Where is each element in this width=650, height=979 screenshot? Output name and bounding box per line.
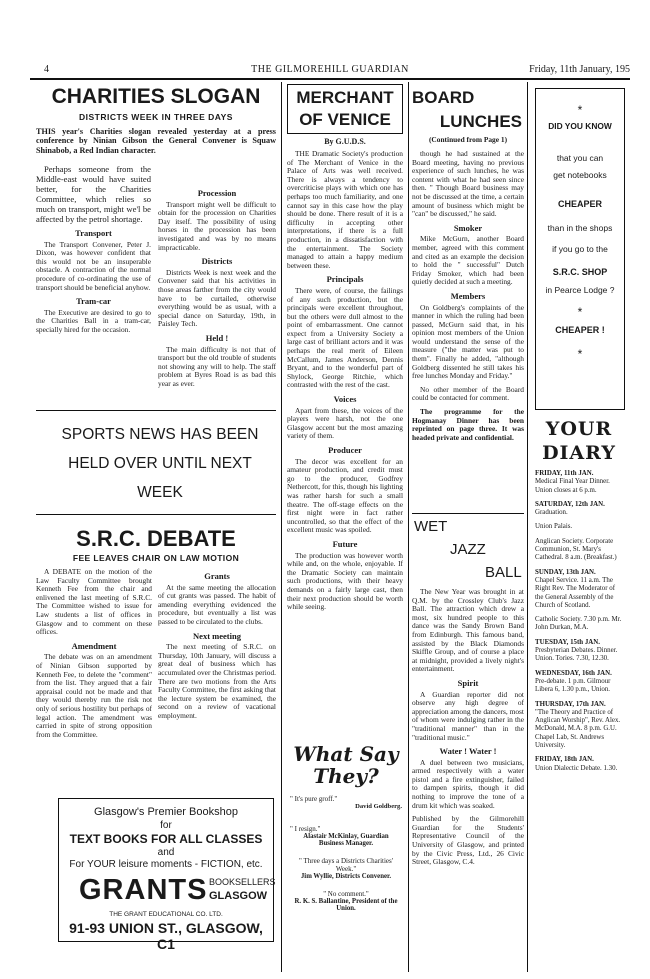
board-headline-1: BOARD: [412, 88, 475, 107]
quote-text: " I resign.": [290, 825, 321, 833]
diary-entry: "The Theory and Practice of Anglican Worship", Rev. Alex. McDonald, M.A. 8 p.m. G.U. Chapel Lab, St. Andrews University.: [535, 708, 621, 750]
star-ornament: *: [577, 305, 583, 319]
diary-entry: Graduation.: [535, 509, 568, 517]
spirit-subhead: Spirit: [457, 677, 479, 688]
masthead: [30, 62, 630, 78]
board-no-comment: No other member of the Board could be contacted for comment.: [412, 384, 524, 403]
members-body: On Goldberg's complaints of the manner in which the ruling had been passed, McGurn said that, in his opinion most members of the Union would understand the sense of the measure ("the matter was put to them". Finally he added, "although Goldberg dissented he still takes his free lunches Monday and Friday.": [412, 302, 524, 381]
advert-tagline: Glasgow's Premier Bookshop: [94, 806, 238, 818]
merchant-headline-1: MERCHANT: [296, 88, 394, 107]
quote-author: David Goldberg.: [355, 803, 402, 810]
debate-subhead: FEE LEAVES CHAIR ON LAW MOTION: [72, 553, 240, 563]
diary-day: SATURDAY, 12th JAN.: [535, 500, 605, 508]
paper-title: THE GILMOREHILL GUARDIAN: [251, 64, 409, 75]
advert-line: than in the shops: [547, 223, 613, 233]
board-headline-2: LUNCHES: [439, 112, 522, 131]
debate-column-left: [36, 568, 152, 768]
page-number: 4: [44, 64, 49, 75]
board-body: [412, 150, 524, 510]
board-paragraph: though he had sustained at the Board meeting, having no previous experience of such lunches, he was content with what he had seen since then. " Though Board business may not be discussed at the time, a certain amount of business which might be "can" be discussed," he said.: [412, 150, 524, 219]
smoker-body: Mike McGurn, another Board member, agreed with this comment and cited as an example the decision to hold the " successful" Dutch Friday Smoker, which had been quietly decided at such a meeting.: [412, 234, 524, 287]
grants-company: THE GRANT EDUCATIONAL CO. LTD.: [109, 911, 223, 918]
board-continued: (Continued from Page 1): [428, 135, 508, 144]
advert-title: DID YOU KNOW: [548, 121, 612, 131]
jazz-headline-jazz: JAZZ: [450, 541, 486, 558]
members-subhead: Members: [450, 290, 486, 301]
advert-for: for: [160, 820, 172, 831]
advert-cheaper: CHEAPER: [557, 199, 602, 209]
grants-booksellers: BOOKSELLERS: [209, 877, 276, 887]
water-subhead: Water ! Water !: [439, 746, 497, 757]
debate-headline: S.R.C. DEBATE: [76, 526, 236, 551]
future-body: The production was however worth while and, on the whole, enjoyable. If the Dramatic Society can maintain such productions, with their heavy demands on a fairly large cast, then their next production should be worth while seeing.: [287, 550, 403, 612]
quote-author: R. K. S. Ballantine, President of the Union.: [294, 898, 398, 912]
imprint: Published by the Gilmorehill Guardian for the Students' Representative Council of the University of Glasgow, and printed by the Civic Press, Ltd., 26 Civic Street, Glasgow, C.4.: [412, 814, 524, 867]
diary-entry: Presbyterian Debates. Dinner. Union. Tories. 7.30, 12.30.: [535, 647, 618, 663]
grants-body: At the same meeting the allocation of cut grants was passed. The habit of amending everything evidenced the procedure, but eventually a list was passed to be circulated to the clubs.: [158, 582, 276, 626]
diary-day: FRIDAY, 11th JAN.: [535, 470, 594, 477]
principals-subhead: Principals: [326, 274, 364, 285]
water-body: A duel between two musicians, armed respectively with a water pistol and a fire extinguisher, failed to dampen spirits, though it did nothing to improve the tone of a drum kit which was soaked.: [412, 757, 524, 810]
debate-lead: A DEBATE on the motion of the Law Faculty Committee brought Kenneth Fee from the chair and enlivened the last meeting of S.R.C. The Committee wished to issue for Law students a list of offices in Glasgow and to comment on these offices.: [36, 568, 152, 637]
diary-title-2: DIARY: [542, 442, 616, 464]
transport-subhead: Transport: [75, 228, 112, 238]
quote-author: Jim Wyllie, Districts Convener.: [300, 873, 392, 880]
jazz-lead: The New Year was brought in at Q.M. by the Crossley Club's Jazz Ball. The attraction which drew a most, six hundred people to this dance was the Sandy Brown Band from Edinburgh. This famous band, assisted by the Black Diamonds Skiffle Group, and of course a place at midnight, provided a lively night's entertainment.: [412, 588, 524, 674]
grants-subhead: Grants: [204, 571, 230, 581]
diary-entry: Union Dialectic Debate. 1.30.: [535, 764, 618, 772]
section-rule: [36, 410, 276, 411]
held-body: The main difficulty is not that of transport but the old trouble of students not showing any will to help. The staff problem at Byres Road is as bad this year as ever.: [158, 344, 276, 388]
diary-day: SUNDAY, 13th JAN.: [535, 568, 596, 576]
diary-day: THURSDAY, 17th JAN.: [535, 700, 606, 708]
grants-name: GRANTS: [79, 874, 208, 906]
advert-textbooks: TEXT BOOKS FOR ALL CLASSES: [69, 832, 263, 846]
charities-paragraph: Perhaps someone from the Middle-east would have suited better, for the Charities Committee, which relies so much on transport, might we'l be affected by the petrol shortage.: [36, 164, 151, 224]
diary-day: FRIDAY, 18th JAN.: [535, 756, 594, 764]
merchant-byline: By G.U.D.S.: [324, 137, 366, 146]
quotes-list: [290, 795, 402, 912]
quote-text: " It's pure groff.": [290, 795, 338, 803]
did-you-know-advert: [535, 88, 625, 410]
districts-body: Districts Week is next week and the Convener said that his activities in those areas farther from the city would have to be curtailed, otherwise everything would be as usual, with a special dance on Saturday, 19th, in Paisley Tech.: [158, 267, 276, 329]
diary-entry: Union Palais.: [535, 523, 573, 531]
amendment-body: The debate was on an amendment of Ninian Gibson supported by Kenneth Fee, to delete the "comment" from the list. They argued that a fair appraisal could not be made and that they would thereby run the risk not only of serious hostility but perhaps of legal action. The amendment was carried in spite of strong opposition from the Committee.: [36, 652, 152, 739]
column-divider: [281, 82, 282, 972]
tramcar-subhead: Tram-car: [76, 296, 111, 307]
voices-body: Apart from these, the voices of the players were harsh, not the one Glasgow accent but the most amazing variety of them.: [287, 405, 403, 441]
section-rule: [412, 513, 524, 514]
charities-column-right: [158, 185, 276, 390]
procession-subhead: Procession: [197, 188, 237, 198]
jazz-headline-wet: WET: [414, 518, 448, 535]
diary-list: [535, 470, 625, 970]
advert-fiction: For YOUR leisure moments - FICTION, etc.: [69, 859, 263, 870]
future-subhead: Future: [332, 538, 358, 549]
grants-glasgow: GLASGOW: [209, 890, 268, 902]
grants-advert: [58, 798, 276, 952]
next-meeting-subhead: Next meeting: [193, 630, 241, 641]
spirit-body: A Guardian reporter did not observe any high degree of appreciation among the dancers, most of whom were indulging rather in the "traditional manner" than in the "traditional music.": [412, 689, 524, 742]
merchant-headline-2: OF VENICE: [299, 110, 391, 129]
diary-day: TUESDAY, 15th JAN.: [535, 638, 600, 646]
merchant-lead: THE Dramatic Society's production of The Merchant of Venice in the Palace of Arts was well received. There is always a tendency to overcriticise plays with which one has perhaps too much familiarity, and one cannot say in this case how the play should be done. There result of it is a difficulty in accepting other interpretations, if there is a full production, in a dissatisfaction with the entertainment. The Society managed to attain a happy medium between these.: [287, 150, 403, 270]
producer-body: The decor was excellent for an amateur production, and credit must go to the producer, Godfrey Nethercott, for this, though his lighting was rather harsh for such a small theatre. The off-stage effects on the first night were in fact rather uncontrolled, so that the effect of the excellent music was spoiled.: [287, 456, 403, 535]
diary-day: WEDNESDAY, 16th JAN.: [535, 669, 612, 677]
held-subhead: Held !: [205, 332, 229, 343]
debate-column-right: [158, 568, 276, 768]
advert-shop: S.R.C. SHOP: [552, 267, 608, 277]
advert-cheaper: CHEAPER !: [555, 325, 605, 335]
board-programme: The programme for the Hogmanay Dinner has been reprinted on page three. It was headed private and confidential.: [412, 407, 524, 442]
quotes-headline: What Say They?: [293, 742, 399, 788]
principals-body: There were, of course, the failings of any such production, but the principals were excellent throughout, but the others were dull almost to the point of embarrassment. One cannot expect from a University Society a large cast of brilliant actors and it was perhaps the real merit of Eileen McCallum, James Anderson, Dennis Bryant, and to the wonderful part of Shylock, George Ritchie, which contrasted with the rest of the cast.: [287, 285, 403, 390]
star-ornament: *: [577, 347, 583, 361]
column-divider: [527, 82, 528, 972]
smoker-subhead: Smoker: [453, 222, 483, 233]
issue-date: Friday, 11th January, 195: [529, 64, 630, 75]
advert-line: in Pearce Lodge ?: [545, 285, 615, 295]
next-meeting-body: The next meeting of S.R.C. on Thursday, 10th January, will discuss a great deal of business which has accumulated over the Christmas period. There are two motions from the Arts Faculty Committee, the first asking that the lecture system be examined, the second on a review of vacational employment.: [158, 642, 276, 720]
sports-notice: SPORTS NEWS HAS BEEN HELD OVER UNTIL NEXT WEEK: [61, 426, 259, 501]
advert-line: if you go to the: [552, 244, 608, 254]
quote-text: " Three days a Districts Charities' Week.": [299, 857, 393, 873]
star-ornament: *: [577, 103, 583, 117]
diary-entry: Chapel Service. 11 a.m. The Right Rev. The Moderator of the General Assembly of the Church of Scotland.: [535, 576, 615, 609]
charities-headline: CHARITIES SLOGAN: [51, 85, 261, 108]
voices-subhead: Voices: [333, 394, 357, 405]
districts-subhead: Districts: [201, 256, 233, 267]
diary-entry: Catholic Society. 7.30 p.m. Mr. John Durkan, M.A.: [535, 616, 622, 632]
diary-title-1: YOUR: [545, 418, 613, 440]
diary-entry: Medical Final Year Dinner. Union closes at 6 p.m.: [535, 478, 610, 494]
tramcar-body: The Executive are desired to go to the Charities Ball in a tram-car, specially hired for the occasion.: [36, 307, 151, 334]
diary-entry: Pre-debate. 1 p.m. Gilmour Libera 6, 1.30 p.m., Union.: [535, 677, 611, 694]
charities-subhead: DISTRICTS WEEK IN THREE DAYS: [79, 112, 233, 122]
quote-author: Alastair McKinlay, Guardian Business Manager.: [303, 833, 389, 847]
masthead-rule: [30, 78, 630, 80]
jazz-body: [412, 588, 524, 968]
charities-lead: THIS year's Charities slogan revealed yesterday at a press conference by Ninian Gibson the General Convener is Squaw Shinabob, a Red Indian character.: [36, 127, 276, 155]
amendment-subhead: Amendment: [71, 640, 117, 651]
producer-subhead: Producer: [328, 445, 362, 455]
grants-address: 91-93 UNION ST., GLASGOW, C1: [69, 920, 263, 952]
procession-body: Transport might well be difficult to obtain for the procession on Charities Day itself. The possibility of using horses in the procession has been investigated and was by no means impracticable.: [158, 199, 276, 252]
advert-and: and: [157, 847, 175, 858]
column-divider: [408, 82, 409, 972]
advert-line: get notebooks: [553, 170, 607, 180]
diary-entry: Anglican Society. Corporate Communion, St. Mary's Cathedral. 8 a.m. (Breakfast.): [535, 537, 617, 562]
quote-text: " No comment.": [323, 890, 369, 898]
section-rule: [36, 514, 276, 515]
transport-body: The Transport Convener, Peter J. Dixon, was however confident that this would not be an insuperable obstacle. A contraction of the normal procedure of co-ordinating the use of transport should be beneficial anyhow.: [36, 239, 151, 292]
advert-line: that you can: [556, 153, 604, 163]
charities-column-left: [36, 164, 151, 390]
merchant-body: [287, 150, 403, 740]
jazz-headline-ball: BALL: [485, 564, 522, 581]
